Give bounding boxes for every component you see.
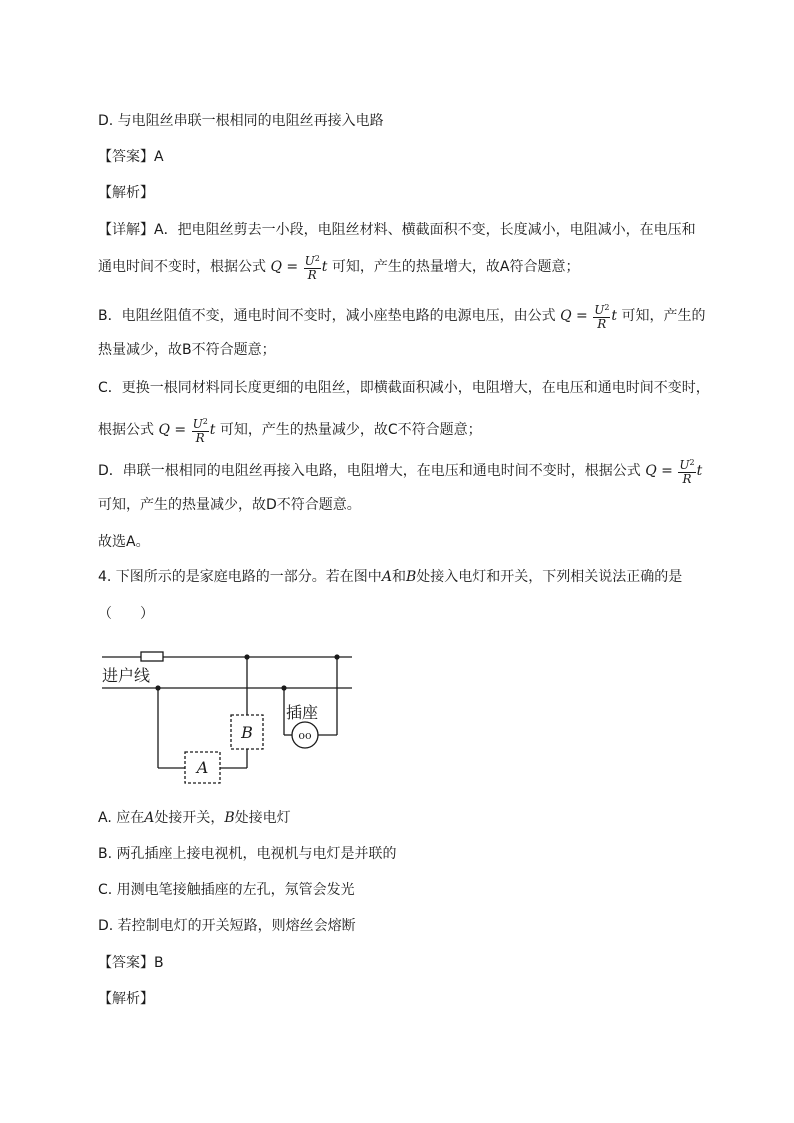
detail-b-text-pre: B．电阻丝阻值不变，通电时间不变时，减小座垫电路的电源电压，由公式 xyxy=(98,308,556,324)
q4-option-c: C. 用测电笔接触插座的左孔，氖管会发光 xyxy=(98,882,355,898)
formula-fraction xyxy=(192,415,209,445)
detail-c-text-pre: 根据公式 xyxy=(98,422,154,438)
answer-label: 【答案】A xyxy=(98,149,164,165)
q4-option-b: B. 两孔插座上接电视机，电视机与电灯是并联的 xyxy=(98,846,397,862)
q4-option-a-var2: B xyxy=(224,810,235,826)
formula-exp: 2 xyxy=(202,417,208,426)
incoming-line-label: 进户线 xyxy=(102,666,151,685)
formula-lhs: Q = xyxy=(270,259,299,275)
formula-exp: 2 xyxy=(689,458,695,467)
detail-d-text-pre: D．串联一根相同的电阻丝再接入电路，电阻增大，在电压和通电时间不变时，根据公式 xyxy=(98,463,641,479)
q4-option-d: D. 若控制电灯的开关短路，则熔丝会熔断 xyxy=(98,918,356,934)
detail-b-line1 xyxy=(98,301,706,331)
detail-a-text-post: 可知，产生的热量增大，故A符合题意； xyxy=(331,259,580,275)
socket-holes: oo xyxy=(298,729,312,742)
formula-t: t xyxy=(696,463,703,479)
q4-analysis-label: 【解析】 xyxy=(98,991,154,1007)
formula-exp: 2 xyxy=(314,254,320,263)
question-4-paren: （ ） xyxy=(98,606,154,622)
formula-lhs: Q = xyxy=(560,308,588,324)
q4-var-b: B xyxy=(405,569,417,585)
prev-option-d: D. 与电阻丝串联一根相同的电阻丝再接入电路 xyxy=(98,113,384,129)
q4-stem-mid: 和 xyxy=(391,569,406,585)
q4-option-a xyxy=(98,808,291,828)
socket-label: 插座 xyxy=(286,703,319,722)
household-circuit-diagram xyxy=(96,646,366,786)
detail-c-text-post: 可知，产生的热量减少，故C不符合题意； xyxy=(219,422,482,438)
detail-c-line1: C．更换一根同材料同长度更细的电阻丝，即横截面积减小，电阻增大，在电压和通电时间不变时， xyxy=(98,380,710,396)
formula-fraction xyxy=(678,456,695,486)
formula-num: U xyxy=(679,458,690,472)
box-b-label: B xyxy=(241,723,253,742)
formula-num: U xyxy=(304,254,315,268)
q4-var-a: A xyxy=(381,569,392,585)
formula-den: R xyxy=(195,431,205,445)
formula-den: R xyxy=(682,472,692,486)
formula-t: t xyxy=(321,259,328,275)
q4-answer: 【答案】B xyxy=(98,955,164,971)
formula-num: U xyxy=(192,417,203,431)
detail-a-line2 xyxy=(98,252,579,282)
formula-lhs: Q = xyxy=(158,422,187,438)
q4-option-a-mid: 处接开关， xyxy=(154,810,225,826)
formula-fraction xyxy=(593,301,610,331)
formula-den: R xyxy=(597,317,607,331)
question-4-stem xyxy=(98,567,682,587)
detail-d-line2: 可知，产生的热量减少，故D不符合题意。 xyxy=(98,497,361,513)
formula-den: R xyxy=(307,268,317,282)
formula-t: t xyxy=(209,422,216,438)
detail-a-line1: 【详解】A．把电阻丝剪去一小段，电阻丝材料、横截面积不变，长度减小，电阻减小，在电压和 xyxy=(98,222,696,238)
detail-d-line1 xyxy=(98,456,702,486)
detail-b-text-post: 可知，产生的 xyxy=(621,308,706,324)
q4-option-a-pre: A. 应在 xyxy=(98,810,145,826)
formula-t: t xyxy=(611,308,618,324)
q4-option-a-post: 处接电灯 xyxy=(234,810,291,826)
formula-lhs: Q = xyxy=(645,463,673,479)
q4-stem-pre: 4. 下图所示的是家庭电路的一部分。若在图中 xyxy=(98,569,382,585)
formula-exp: 2 xyxy=(604,303,610,312)
formula-fraction xyxy=(304,252,321,282)
detail-a-text-pre: 通电时间不变时，根据公式 xyxy=(98,259,266,275)
q4-option-a-var1: A xyxy=(144,810,155,826)
q4-stem-post: 处接入电灯和开关，下列相关说法正确的是 xyxy=(416,569,683,585)
detail-b-line2: 热量减少，故B不符合题意； xyxy=(98,342,276,358)
detail-c-line2 xyxy=(98,415,482,445)
analysis-label: 【解析】 xyxy=(98,185,154,201)
formula-num: U xyxy=(594,303,605,317)
conclusion: 故选A。 xyxy=(98,534,150,550)
box-a-label: A xyxy=(196,758,209,777)
